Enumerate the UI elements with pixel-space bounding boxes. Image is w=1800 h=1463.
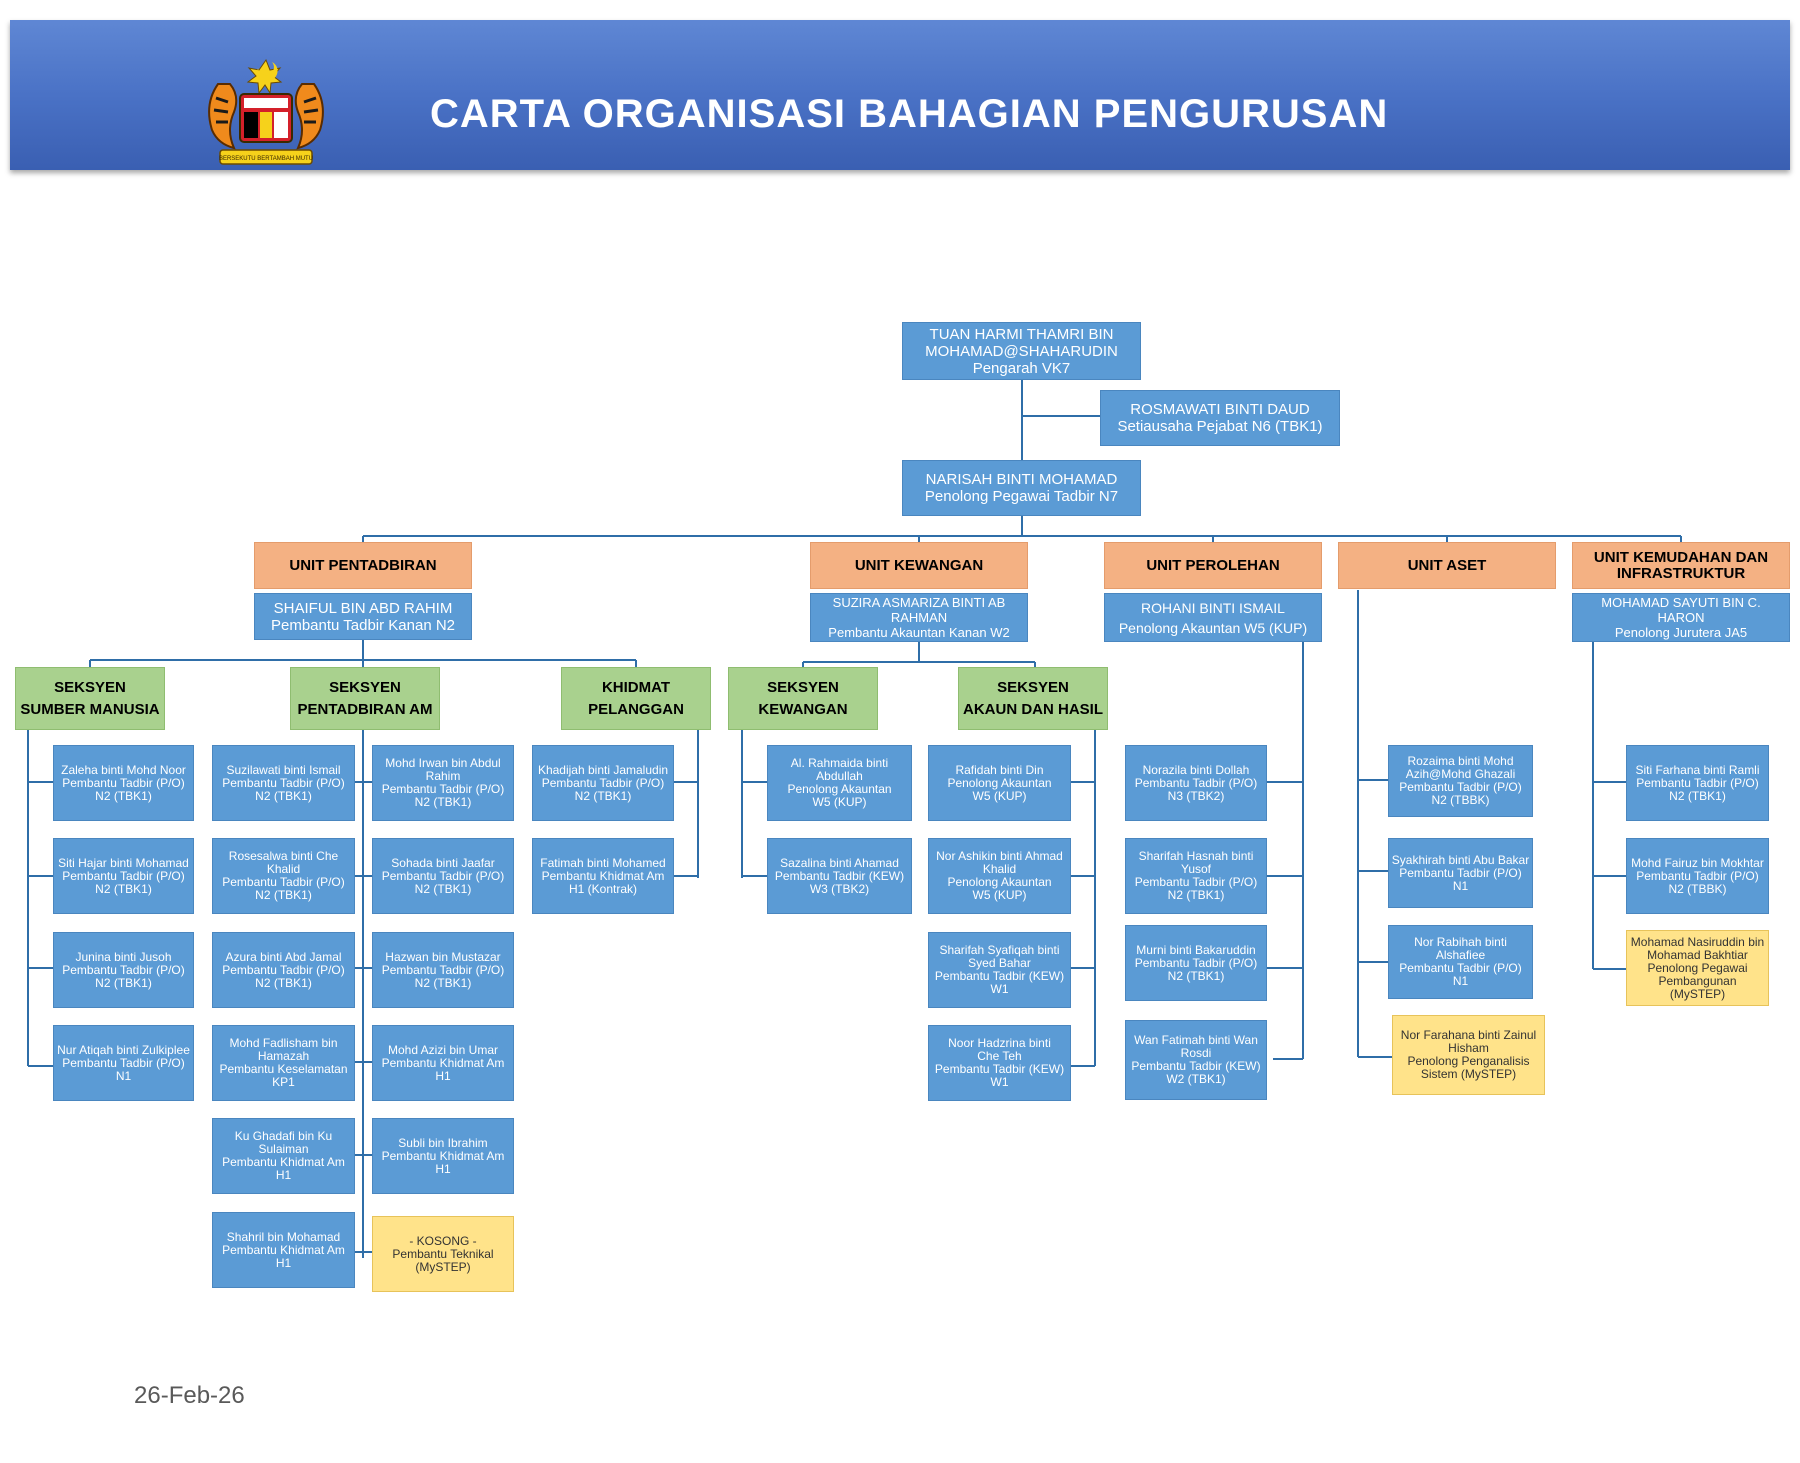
head-name-cont: HARON [1657, 610, 1705, 625]
staff-detail: Sulaiman [258, 1142, 309, 1156]
staff-detail: Azih@Mohd Ghazali [1405, 767, 1516, 781]
svg-text:BERSEKUTU BERTAMBAH MUTU: BERSEKUTU BERTAMBAH MUTU [218, 156, 314, 162]
staff-box [1125, 745, 1267, 821]
staff-name: Wan Fatimah binti Wan [1134, 1033, 1258, 1047]
section-label-cont: PELANGGAN [588, 700, 684, 718]
unit-name-cont: INFRASTRUKTUR [1616, 564, 1746, 582]
staff-detail: Pembantu Tadbir (P/O) [381, 782, 505, 796]
staff-detail: Pembantu Tadbir (P/O) [381, 962, 505, 977]
staff-box [372, 932, 514, 1008]
staff-name: Nor Rabihah binti [1414, 935, 1507, 949]
staff-detail: Pembantu Tadbir (P/O) [1636, 775, 1759, 790]
staff-detail: Khalid [266, 862, 301, 876]
unit-pentadbiran-head-box [254, 593, 472, 640]
staff-name: Khadijah binti Jamaludin [537, 762, 669, 777]
staff-detail: Che Teh [977, 1049, 1022, 1063]
staff-detail: Sistem (MySTEP) [1420, 1067, 1517, 1081]
staff-box [928, 745, 1071, 821]
section-label: SEKSYEN [767, 678, 839, 696]
unit-pentadbiran-box [254, 542, 472, 589]
staff-box [53, 1025, 194, 1101]
section-label-cont: KEWANGAN [758, 700, 848, 718]
staff-box [1388, 925, 1533, 999]
staff-detail: Pembantu Tadbir (P/O) [222, 775, 345, 790]
staff-detail: N2 (TBK1) [414, 975, 472, 990]
staff-name: Al. Rahmaida binti [790, 756, 889, 770]
staff-box [212, 1025, 355, 1101]
staff-box [1125, 925, 1267, 1001]
staff-detail: N1 [1452, 974, 1469, 988]
staff-detail: Penolong Akauntan [787, 782, 892, 796]
staff-detail: Pembantu Tadbir (KEW) [774, 868, 905, 883]
staff-box [372, 838, 514, 914]
staff-detail: W5 (KUP) [972, 788, 1027, 803]
staff-detail: W1 [990, 1075, 1009, 1089]
staff-detail: Penolong Penganalisis [1407, 1054, 1530, 1068]
unit-name: UNIT PENTADBIRAN [289, 556, 437, 574]
unit-name: UNIT KEMUDAHAN DAN [1593, 548, 1769, 566]
staff-name: Sohada binti Jaafar [391, 855, 495, 870]
head-name-cont: RAHMAN [890, 610, 948, 625]
director-name-cont: MOHAMAD@SHAHARUDIN [925, 342, 1118, 360]
staff-detail: N2 (TBK1) [574, 788, 632, 803]
staff-detail: N2 (TBK1) [255, 788, 312, 803]
head-title: Pembantu Akauntan Kanan W2 [828, 625, 1010, 640]
head-name: ROHANI BINTI ISMAIL [1141, 599, 1285, 616]
staff-detail: N2 (TBK1) [95, 881, 152, 896]
staff-box [767, 745, 912, 821]
staff-detail: H1 [275, 1255, 292, 1270]
staff-name: Shahril bin Mohamad [226, 1229, 341, 1244]
staff-name: Siti Hajar binti Mohamad [58, 855, 189, 870]
staff-detail: Penolong Akauntan [947, 775, 1052, 790]
staff-detail: Pembantu Tadbir (P/O) [1636, 868, 1759, 883]
staff-detail: N2 (TBK1) [95, 975, 152, 990]
staff-detail: (MySTEP) [1669, 986, 1726, 1001]
staff-detail: Alshafiee [1435, 948, 1486, 962]
staff-name: Mohd Irwan bin Abdul [385, 756, 501, 770]
staff-name: Nur Atiqah binti Zulkiplee [57, 1042, 190, 1057]
head-name: SHAIFUL BIN ABD RAHIM [273, 599, 453, 617]
staff-detail: Penolong Pegawai [1647, 960, 1748, 975]
unit-kewangan-head-box [810, 593, 1028, 642]
staff-detail: N2 (TBK1) [1167, 888, 1225, 902]
unit-name: UNIT KEWANGAN [854, 556, 984, 574]
staff-box [928, 838, 1071, 914]
staff-detail: Pembantu Tadbir (P/O) [222, 875, 345, 889]
staff-box [53, 838, 194, 914]
staff-detail: N1 [115, 1068, 132, 1083]
section-label: SEKSYEN [329, 678, 401, 696]
staff-detail: H1 [275, 1168, 292, 1182]
staff-box [372, 1025, 514, 1101]
staff-name: Sharifah Hasnah binti [1138, 849, 1254, 863]
head-name: MOHAMAD SAYUTI BIN C. [1601, 595, 1761, 610]
section-khidmat-pelanggan-box [561, 667, 711, 730]
staff-box [532, 745, 674, 821]
staff-detail: H1 [435, 1068, 451, 1083]
staff-detail: Syed Bahar [968, 956, 1031, 970]
staff-detail: Pembantu Tadbir (KEW) [934, 969, 1065, 983]
staff-detail: N2 (TBK1) [255, 975, 312, 990]
staff-box [1125, 1020, 1267, 1100]
staff-detail: Pembantu Tadbir (P/O) [1134, 955, 1258, 970]
staff-detail: Yusof [1180, 862, 1212, 876]
staff-detail: N3 (TBK2) [1167, 788, 1225, 803]
staff-detail: N2 (TBK1) [1167, 968, 1225, 983]
section-sumber-manusia-box [15, 667, 165, 730]
staff-box [1626, 838, 1769, 914]
staff-detail: Pembantu Khidmat Am [381, 1055, 505, 1070]
staff-detail: Pembantu Tadbir (KEW) [934, 1062, 1065, 1076]
staff-box [1388, 838, 1533, 908]
staff-name: Azura binti Abd Jamal [225, 949, 342, 964]
staff-box [1125, 838, 1267, 914]
staff-name: Noor Hadzrina binti [948, 1036, 1051, 1050]
staff-detail: N2 (TBK1) [95, 788, 152, 803]
staff-box [1392, 1015, 1545, 1095]
staff-detail: H1 [435, 1161, 451, 1176]
staff-name: Siti Farhana binti Ramli [1635, 762, 1760, 777]
staff-detail: Pembantu Tadbir (P/O) [1134, 875, 1258, 889]
unit-name: UNIT ASET [1407, 556, 1487, 574]
head-title: Penolong Jurutera JA5 [1614, 625, 1748, 640]
staff-detail: N2 (TBK1) [414, 795, 472, 809]
staff-name: Mohd Fadlisham bin [229, 1036, 338, 1050]
staff-name: Mohamad Nasiruddin bin [1630, 934, 1765, 949]
assistant-name: NARISAH BINTI MOHAMAD [925, 471, 1118, 488]
staff-name: Norazila binti Dollah [1142, 762, 1250, 777]
staff-detail: Pembantu Khidmat Am [222, 1155, 345, 1169]
unit-kewangan-box [810, 542, 1028, 589]
staff-name: Rosesalwa binti Che [228, 849, 339, 863]
staff-detail: Pembantu Keselamatan [219, 1062, 348, 1076]
staff-name: Zaleha binti Mohd Noor [61, 762, 186, 777]
staff-name: Sharifah Syafiqah binti [939, 943, 1060, 957]
staff-box [767, 838, 912, 914]
staff-name: Subli bin Ibrahim [398, 1135, 488, 1150]
page-title: CARTA ORGANISASI BAHAGIAN PENGURUSAN [430, 92, 1389, 136]
staff-box [1626, 745, 1769, 821]
staff-box [928, 1025, 1071, 1101]
staff-detail: Rosdi [1180, 1046, 1212, 1060]
staff-detail: Pembantu Tadbir (KEW) [1131, 1059, 1261, 1073]
staff-detail: Khalid [982, 862, 1017, 876]
staff-detail: W1 [990, 982, 1009, 996]
staff-name: Fatimah binti Mohamed [540, 855, 666, 870]
staff-box [928, 932, 1071, 1008]
staff-box [372, 745, 514, 821]
head-title: Pembantu Tadbir Kanan N2 [270, 616, 455, 634]
staff-detail: Pembantu Tadbir (P/O) [222, 962, 345, 977]
secretary-box [1100, 390, 1340, 446]
staff-detail: N2 (TBK1) [414, 881, 472, 896]
staff-box [1388, 745, 1533, 817]
director-name: TUAN HARMI THAMRI BIN [929, 325, 1114, 343]
staff-detail: KP1 [272, 1075, 295, 1089]
staff-detail: Hisham [1448, 1041, 1489, 1055]
staff-box [53, 932, 194, 1008]
staff-detail: Hamazah [257, 1049, 310, 1063]
director-box [902, 322, 1141, 380]
staff-name: Syakhirah binti Abu Bakar [1391, 852, 1530, 867]
staff-detail: W5 (KUP) [812, 795, 867, 809]
head-name: SUZIRA ASMARIZA BINTI AB [832, 595, 1006, 610]
staff-detail: Pembantu Khidmat Am [541, 868, 665, 883]
staff-box [532, 838, 674, 914]
unit-perolehan-box [1104, 542, 1322, 589]
staff-detail: Penolong Akauntan [947, 875, 1052, 889]
staff-detail: W2 (TBK1) [1166, 1072, 1226, 1086]
staff-detail: N2 (TBBK) [1431, 793, 1490, 807]
unit-perolehan-head-box [1104, 593, 1322, 642]
staff-box [212, 1118, 355, 1194]
staff-detail: Pembantu Teknikal [392, 1246, 494, 1261]
unit-kemudahan-box [1572, 542, 1790, 589]
staff-detail: N2 (TBK1) [255, 888, 312, 902]
section-kewangan-box [728, 667, 878, 730]
unit-aset-box [1338, 542, 1556, 589]
staff-name: Junina binti Jusoh [75, 949, 172, 964]
staff-detail: H1 (Kontrak) [568, 881, 638, 896]
staff-detail: Pembantu Tadbir (P/O) [1399, 961, 1522, 975]
date-label: 26-Feb-26 [134, 1382, 245, 1409]
staff-box [212, 932, 355, 1008]
staff-name: Ku Ghadafi bin Ku [234, 1129, 333, 1143]
staff-box [212, 745, 355, 821]
staff-name: Murni binti Bakaruddin [1136, 942, 1256, 957]
staff-detail: Pembantu Tadbir (P/O) [381, 868, 505, 883]
section-label: KHIDMAT [601, 678, 671, 696]
unit-kemudahan-head-box [1572, 593, 1790, 642]
section-label: SEKSYEN [997, 678, 1069, 696]
section-akaun-hasil-box [958, 667, 1108, 730]
staff-detail: Pembangunan [1658, 973, 1737, 988]
staff-detail: Rahim [425, 769, 461, 783]
secretary-title: Setiausaha Pejabat N6 (TBK1) [1117, 418, 1323, 435]
staff-name: Hazwan bin Mustazar [385, 949, 501, 964]
staff-name: - KOSONG - [409, 1233, 477, 1248]
assistant-box [902, 460, 1141, 516]
staff-detail: Pembantu Khidmat Am [222, 1242, 345, 1257]
assistant-title: Penolong Pegawai Tadbir N7 [924, 488, 1119, 505]
staff-box [212, 1212, 355, 1288]
staff-box [372, 1118, 514, 1194]
staff-detail: Pembantu Tadbir (P/O) [62, 775, 185, 790]
staff-detail: Pembantu Tadbir (P/O) [62, 1055, 185, 1070]
staff-detail: Pembantu Tadbir (P/O) [62, 868, 185, 883]
staff-name: Rafidah binti Din [955, 762, 1044, 777]
staff-detail: N1 [1452, 878, 1469, 893]
staff-detail: Pembantu Tadbir (P/O) [541, 775, 665, 790]
staff-name: Rozaima binti Mohd [1407, 754, 1514, 768]
head-title: Penolong Akauntan W5 (KUP) [1118, 619, 1308, 636]
staff-name: Nor Farahana binti Zainul [1400, 1028, 1537, 1042]
staff-box [1626, 930, 1769, 1006]
director-title: Pengarah VK7 [972, 359, 1071, 377]
section-label-cont: AKAUN DAN HASIL [963, 700, 1103, 718]
section-label: SEKSYEN [54, 678, 126, 696]
staff-detail: Pembantu Tadbir (P/O) [1399, 780, 1522, 794]
section-label-cont: SUMBER MANUSIA [20, 700, 160, 718]
staff-name: Suzilawati binti Ismail [226, 762, 341, 777]
secretary-name: ROSMAWATI BINTI DAUD [1130, 401, 1310, 418]
staff-detail: Pembantu Khidmat Am [381, 1148, 505, 1163]
staff-name: Nor Ashikin binti Ahmad [936, 849, 1063, 863]
staff-detail: Pembantu Tadbir (P/O) [62, 962, 185, 977]
staff-name: Sazalina binti Ahamad [780, 855, 899, 870]
staff-box [212, 838, 355, 914]
section-label-cont: PENTADBIRAN AM [297, 700, 433, 718]
staff-name: Mohd Azizi bin Umar [387, 1042, 499, 1057]
staff-detail: Abdullah [816, 769, 863, 783]
staff-detail: N2 (TBBK) [1668, 881, 1727, 896]
staff-name: Mohd Fairuz bin Mokhtar [1631, 855, 1764, 870]
staff-box [372, 1216, 514, 1292]
staff-detail: N2 (TBK1) [1669, 788, 1726, 803]
staff-detail: W3 (TBK2) [809, 881, 870, 896]
unit-name: UNIT PEROLEHAN [1146, 556, 1280, 574]
staff-box [53, 745, 194, 821]
section-pentadbiran-am-box [290, 667, 440, 730]
staff-detail: (MySTEP) [415, 1259, 471, 1274]
staff-detail: Pembantu Tadbir (P/O) [1134, 775, 1258, 790]
staff-detail: W5 (KUP) [972, 888, 1027, 902]
staff-detail: Pembantu Tadbir (P/O) [1399, 865, 1522, 880]
staff-detail: Mohamad Bakhtiar [1647, 947, 1748, 962]
